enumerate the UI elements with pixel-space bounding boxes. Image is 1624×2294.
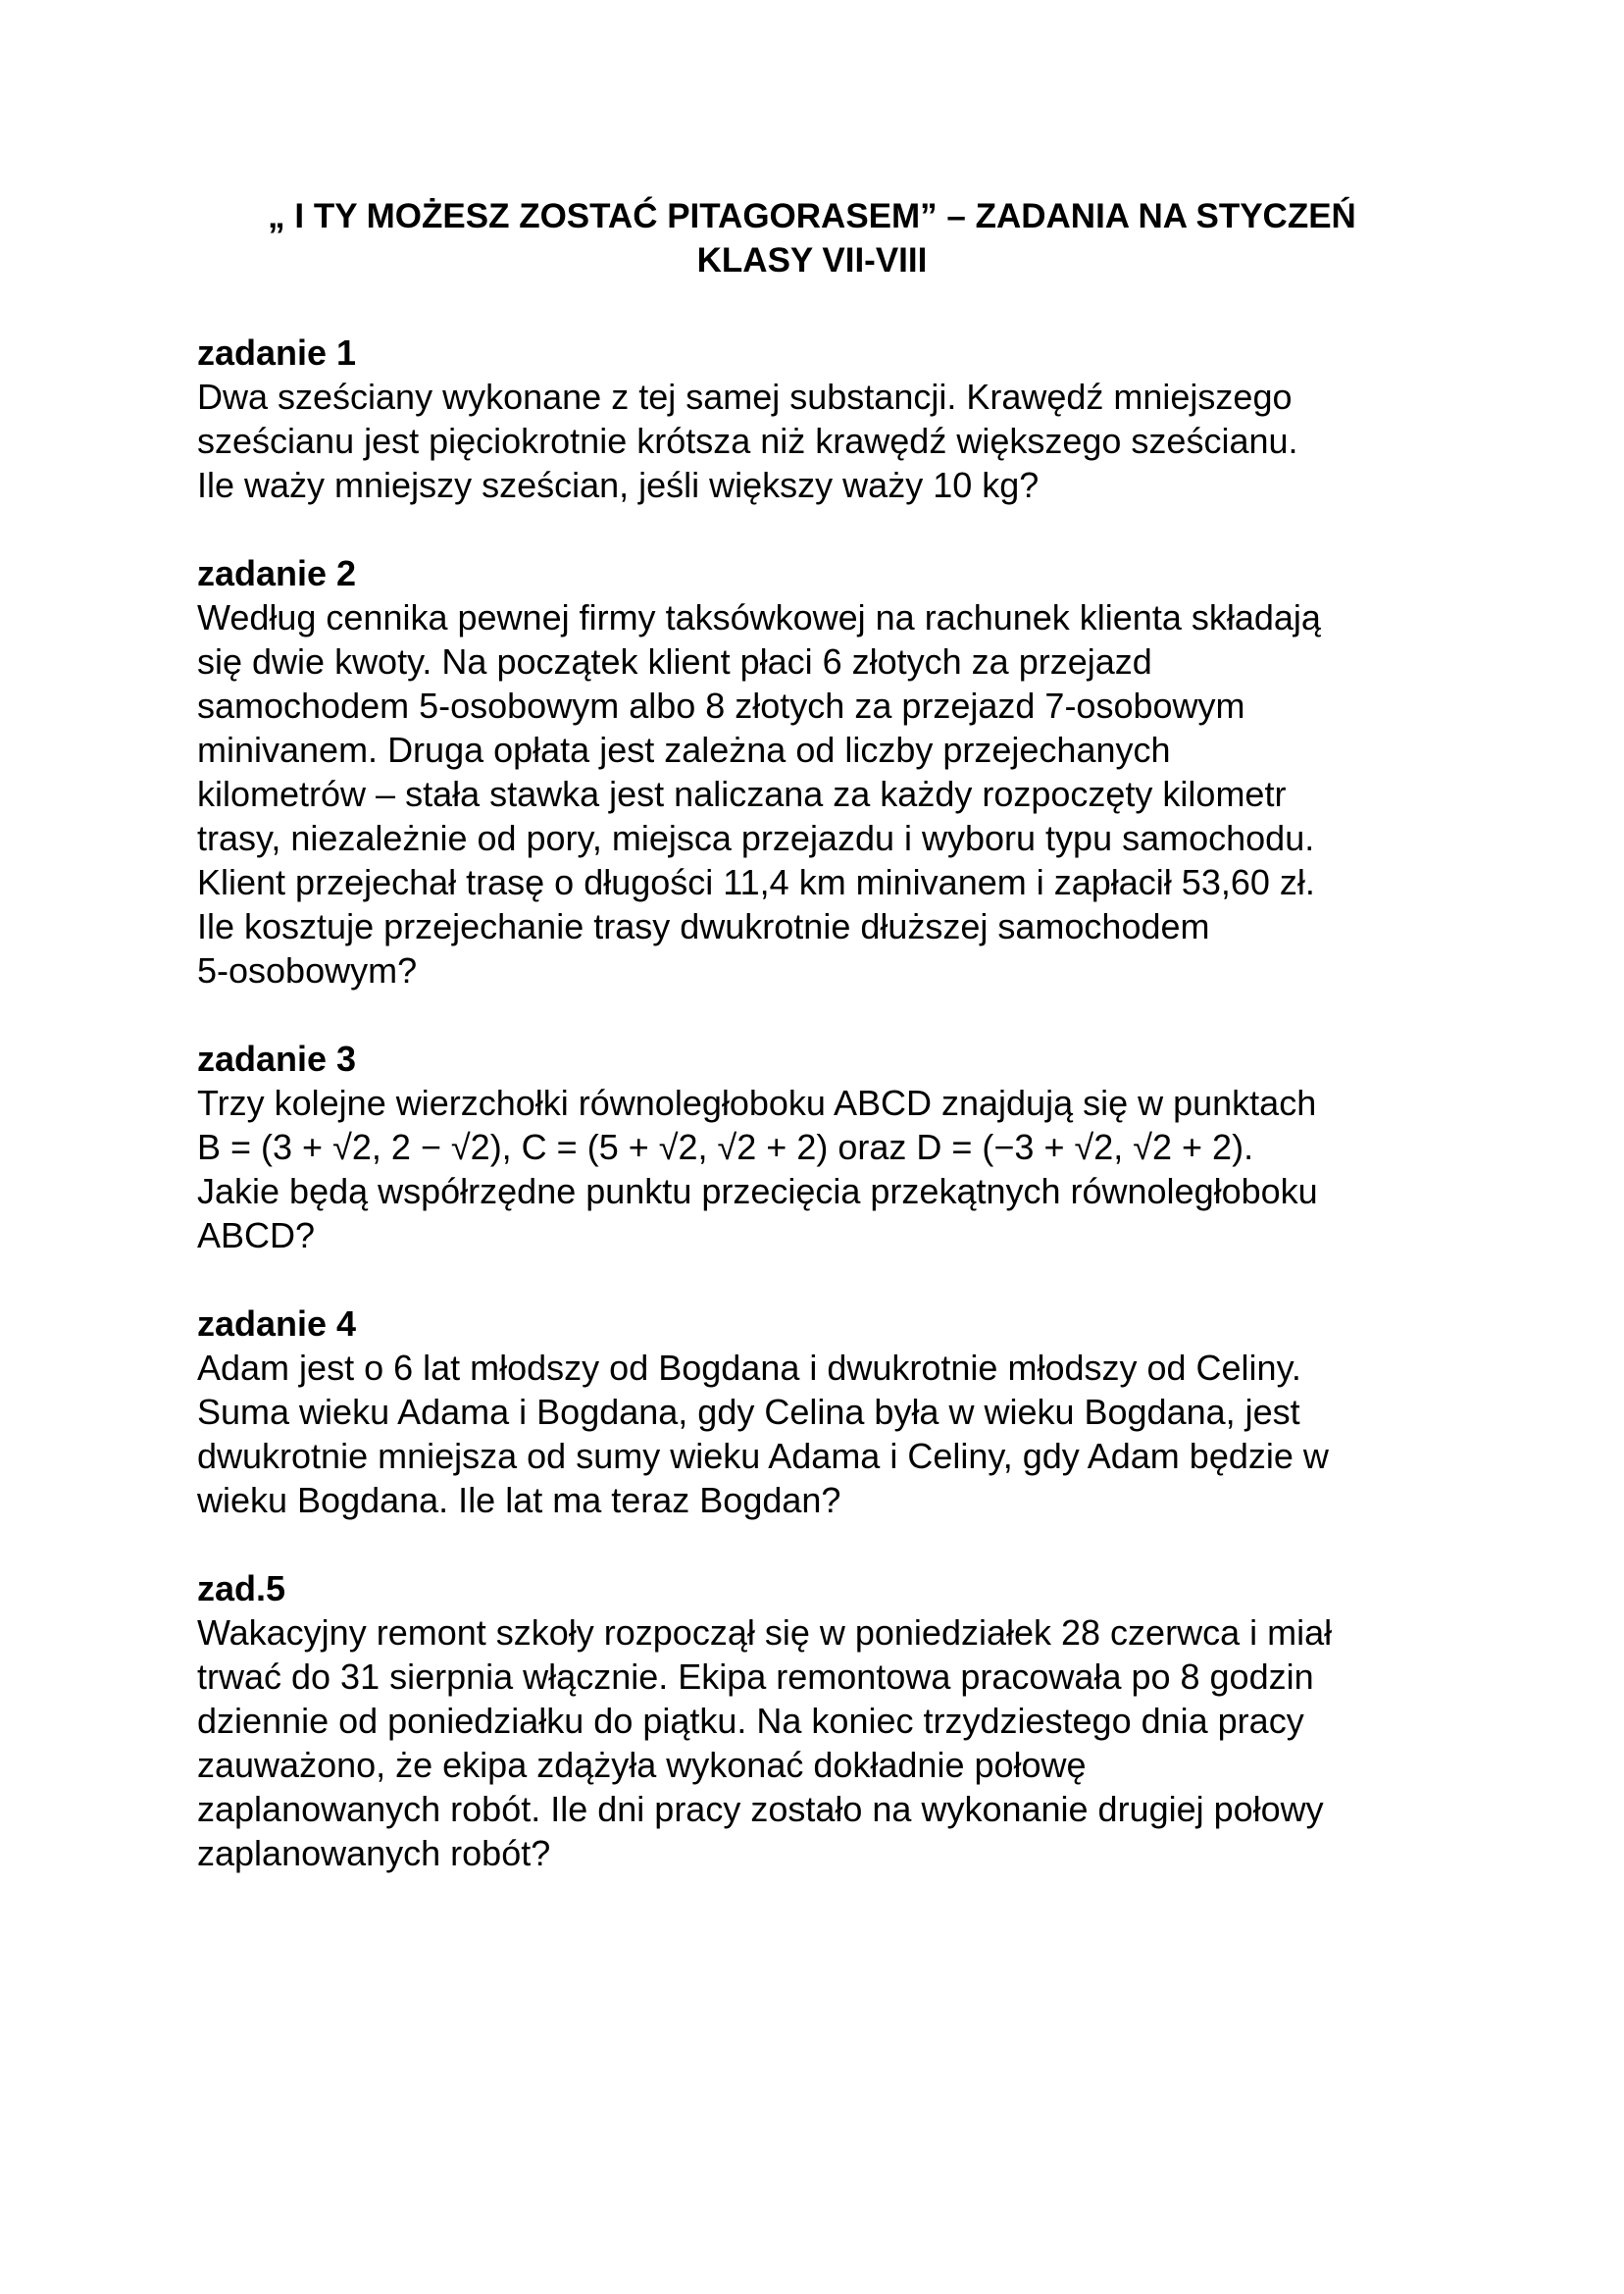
task-2 <box>197 551 1462 993</box>
task-3 <box>197 1037 1462 1257</box>
task-text-line: Ile waży mniejszy sześcian, jeśli większy waży 10 kg? <box>197 465 1040 505</box>
task-text-line: Suma wieku Adama i Bogdana, gdy Celina była w wieku Bogdana, jest <box>197 1392 1300 1432</box>
task-text-line: zaplanowanych robót. Ile dni pracy zostało na wykonanie drugiej połowy <box>197 1789 1324 1829</box>
task-1 <box>197 331 1462 507</box>
task-text-line: Trzy kolejne wierzchołki równoległoboku ABCD znajdują się w punktach <box>197 1083 1317 1123</box>
task-5 <box>197 1566 1462 1875</box>
title-line-2: KLASY VII-VIII <box>696 241 928 280</box>
task-text-line: Według cennika pewnej firmy taksówkowej na rachunek klienta składają <box>197 597 1321 637</box>
task-text-line: zauważono, że ekipa zdążyła wykonać dokładnie połowę <box>197 1745 1087 1785</box>
task-text-line: Wakacyjny remont szkoły rozpoczął się w poniedziałek 28 czerwca i miał <box>197 1612 1333 1653</box>
task-heading: zadanie 2 <box>197 553 357 593</box>
title-line-1: „ I TY MOŻESZ ZOSTAĆ PITAGORASEM” – ZADANIA NA STYCZEŃ <box>268 197 1356 235</box>
task-text-line: minivanem. Druga opłata jest zależna od liczby przejechanych <box>197 730 1171 770</box>
task-text-line: sześcianu jest pięciokrotnie krótsza niż krawędź większego sześcianu. <box>197 421 1298 461</box>
task-text-line: kilometrów – stała stawka jest naliczana za każdy rozpoczęty kilometr <box>197 774 1287 814</box>
task-4 <box>197 1301 1462 1522</box>
task-heading: zadanie 1 <box>197 332 357 373</box>
task-heading: zadanie 3 <box>197 1039 357 1079</box>
task-text-line: Ile kosztuje przejechanie trasy dwukrotnie dłuższej samochodem <box>197 906 1210 946</box>
task-text-line: ABCD? <box>197 1215 316 1255</box>
task-text-line: Klient przejechał trasę o długości 11,4 km minivanem i zapłacił 53,60 zł. <box>197 862 1315 902</box>
task-text-line: wieku Bogdana. Ile lat ma teraz Bogdan? <box>197 1480 841 1520</box>
task-text-line: B = (3 + √2, 2 − √2), C = (5 + √2, √2 + 2) oraz D = (−3 + √2, √2 + 2). <box>197 1127 1254 1167</box>
task-text-line: trwać do 31 sierpnia włącznie. Ekipa remontowa pracowała po 8 godzin <box>197 1657 1314 1697</box>
task-text-line: zaplanowanych robót? <box>197 1833 551 1873</box>
task-heading: zad.5 <box>197 1568 286 1608</box>
task-text-line: 5-osobowym? <box>197 950 418 991</box>
task-text-line: się dwie kwoty. Na początek klient płaci 6 złotych za przejazd <box>197 641 1152 682</box>
document-title <box>147 194 1477 282</box>
task-heading: zadanie 4 <box>197 1303 357 1344</box>
task-text-line: Adam jest o 6 lat młodszy od Bogdana i dwukrotnie młodszy od Celiny. <box>197 1348 1301 1388</box>
task-text-line: dziennie od poniedziałku do piątku. Na koniec trzydziestego dnia pracy <box>197 1701 1304 1741</box>
task-text-line: Jakie będą współrzędne punktu przecięcia przekątnych równoległoboku <box>197 1171 1318 1211</box>
task-text-line: Dwa sześciany wykonane z tej samej substancji. Krawędź mniejszego <box>197 377 1293 417</box>
task-text-line: trasy, niezależnie od pory, miejsca przejazdu i wyboru typu samochodu. <box>197 818 1315 858</box>
task-text-line: samochodem 5-osobowym albo 8 złotych za przejazd 7-osobowym <box>197 686 1245 726</box>
tasks-list <box>197 331 1462 1919</box>
task-text-line: dwukrotnie mniejsza od sumy wieku Adama i Celiny, gdy Adam będzie w <box>197 1436 1329 1476</box>
